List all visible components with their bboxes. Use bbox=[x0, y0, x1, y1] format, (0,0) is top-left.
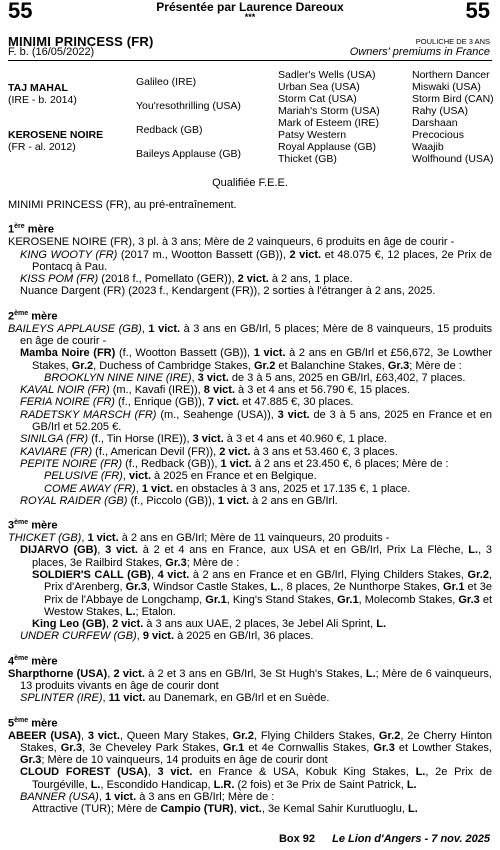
stars: *** bbox=[244, 12, 256, 22]
produce-entry: Mamba Noire (FR) (f., Wootton Bassett (GB)), 1 vict. à 2 ans en GB/Irl et £56,672, 3e Lowther Stakes, Gr.2, Duchess of Cambridge Stakes, Gr.2 et Balanchine Stakes, Gr.3; Mère de : bbox=[20, 347, 493, 372]
produce-entry: Attractive (TUR); Mère de Campio (TUR), vict., 3e Kemal Sahir Kurutluoglu, L. bbox=[32, 803, 418, 816]
produce-entry: PEPITE NOIRE (FR) (f., Redback (GB)), 1 vict. à 2 ans et 23.450 €, 6 places; Mère de : bbox=[20, 457, 449, 470]
divider bbox=[8, 60, 492, 61]
gen4-4: Rahy (USA) bbox=[412, 105, 469, 117]
produce-entry: SPLINTER (IRE), 11 vict. au Danemark, en GB/Irl et en Suède. bbox=[20, 692, 330, 705]
intro: MINIMI PRINCESS (FR), au pré-entraînement. bbox=[8, 199, 237, 211]
produce-entry: UNDER CURFEW (GB), 9 vict. à 2025 en GB/Irl, 36 places. bbox=[20, 630, 314, 643]
gen4-5: Darshaan bbox=[412, 117, 458, 129]
gen3-8: Thicket (GB) bbox=[278, 153, 337, 165]
produce-entry: ROYAL RAIDER (GB) (f., Piccolo (GB)), 1 vict. à 2 ans en GB/Irl. bbox=[20, 494, 338, 507]
produce-entry: KAVIARE (FR) (f., American Devil (FR)), 2 vict. à 3 ans et 53.460 €, 3 places. bbox=[20, 445, 398, 458]
presented-by: Présentée par Laurence Dareoux bbox=[156, 0, 344, 14]
dam-3-entry: THICKET (GB), 1 vict. à 2 ans en GB/Irl; Mère de 11 vainqueurs, 20 produits - bbox=[8, 532, 390, 545]
grandsire-maternal: Redback (GB) bbox=[136, 124, 203, 136]
produce-entry: BANNER (USA), 1 vict. à 3 ans en GB/Irl; Mère de : bbox=[20, 791, 275, 804]
gen4-6: Precocious bbox=[412, 129, 464, 141]
gen3-3: Storm Cat (USA) bbox=[278, 93, 357, 105]
gen3-7: Royal Applause (GB) bbox=[278, 141, 377, 153]
section-heading-4: 4ème mère bbox=[8, 654, 58, 668]
produce-entry: RADETSKY MARSCH (FR) (m., Seahenge (USA)), 3 vict. de 3 à 5 ans, 2025 en France et en GB/Irl et 52.205 €. bbox=[20, 408, 492, 434]
gen3-1: Sadler's Wells (USA) bbox=[278, 69, 376, 81]
produce-entry: SOLDIER'S CALL (GB), 4 vict. à 2 ans en France et en GB/Irl, Flying Childers Stakes, Gr.2, Prix d'Arenberg, Gr.3, Windsor Castle Stakes, L., 8 places, 2e Nunthorpe Stakes, Gr.1 et 3e Prix de l'Abbaye de Longchamp, Gr.1, King's Stand Stakes, Gr.1, Molecomb Stakes, Gr.3 et Westow Stakes, L.; Etalon. bbox=[32, 568, 493, 618]
produce-entry: CLOUD FOREST (USA), 3 vict. en France & USA, Kobuk King Stakes, L., 2e Prix de Tourgéville, L., Escondido Handicap, L.R. (2 fois) et 3e Prix de Saint Patrick, L. bbox=[20, 766, 493, 791]
dam-5-entry: ABEER (USA), 3 vict., Queen Mary Stakes, Gr.2, Flying Childers Stakes, Gr.2, 2e Cherry Hinton Stakes, Gr.3, 3e Cheveley Park Stakes, Gr.1 et 4e Cornwallis Stakes, Gr.3 et Lowther Stakes, Gr.3; Mère de 10 vainqueurs, 14 produits en âge de courir dont bbox=[8, 729, 493, 767]
owners-premiums: Owners' premiums in France bbox=[349, 46, 490, 58]
section-heading-3: 3ème mère bbox=[8, 519, 58, 532]
gen4-2: Miswaki (USA) bbox=[412, 81, 481, 93]
produce-entry: KING WOOTY (FR) (2017 m., Wootton Bassett (GB)), 2 vict. et 48.075 €, 12 places, 2e Prix de Pontacq à Pau. bbox=[20, 248, 493, 273]
horse-sex-age: POULICHE DE 3 ANS bbox=[415, 37, 490, 46]
dam-info: (FR - al. 2012) bbox=[8, 141, 76, 153]
produce-entry: Nuance Dargent (FR) (2023 f., Kendargent (FR)), 2 sorties à l'étranger à 2 ans, 2025. bbox=[20, 285, 436, 298]
gen4-3: Storm Bird (CAN) bbox=[412, 93, 494, 105]
box-number: Box 92 bbox=[278, 833, 316, 845]
gen4-7: Waajib bbox=[412, 141, 444, 153]
gen3-6: Patsy Western bbox=[278, 129, 347, 141]
produce-entry: KAVAL NOIR (FR) (m., Kavafi (IRE)), 8 vict. à 3 et 4 ans et 56.790 €, 15 places. bbox=[20, 384, 410, 397]
section-heading-5: 5ème mère bbox=[8, 716, 58, 730]
horse-name: MINIMI PRINCESS (FR) bbox=[8, 34, 154, 49]
gen4-1: Northern Dancer bbox=[412, 69, 490, 81]
qualification: Qualifiée F.E.E. bbox=[212, 177, 288, 189]
dam-2-entry: BAILEYS APPLAUSE (GB), 1 vict. à 3 ans en GB/Irl, 5 places; Mère de 8 vainqueurs, 15 produits en âge de courir - bbox=[8, 322, 492, 347]
sire-info: (IRE - b. 2014) bbox=[8, 94, 77, 106]
granddam-maternal: Baileys Applause (GB) bbox=[136, 148, 242, 160]
header bbox=[0, 0, 500, 30]
catalogue-body bbox=[8, 199, 492, 816]
gen3-4: Mariah's Storm (USA) bbox=[278, 105, 380, 117]
gen3-2: Urban Sea (USA) bbox=[278, 81, 360, 93]
produce-entry: DIJARVO (GB), 3 vict. à 2 et 4 ans en France, aux USA et en GB/Irl, Prix La Flèche, L., 3 places, 3e Railbird Stakes, Gr.3; Mère de : bbox=[20, 544, 492, 569]
produce-entry: BROOKLYN NINE NINE (IRE), 3 vict. de 3 à 5 ans, 2025 en GB/Irl, £63,402, 7 places. bbox=[44, 371, 466, 384]
footer bbox=[279, 833, 490, 845]
grandsire-paternal: Galileo (IRE) bbox=[136, 76, 197, 88]
granddam-paternal: You'resothrilling (USA) bbox=[136, 100, 241, 112]
produce-entry: KISS POM (FR) (2018 f., Pomellato (GER)), 2 vict. à 2 ans, 1 place. bbox=[20, 273, 353, 286]
dam-name: KEROSENE NOIRE bbox=[8, 129, 104, 141]
produce-entry: COME AWAY (FR), 1 vict. en obstacles à 3 ans, 2025 et 17.135 €, 1 place. bbox=[44, 482, 411, 495]
event-info: Le Lion d'Angers - 7 nov. 2025 bbox=[332, 833, 490, 845]
gen4-8: Wolfhound (USA) bbox=[412, 153, 494, 165]
lot-number-left: 55 bbox=[8, 0, 33, 23]
horse-info: F. b. (16/05/2022) bbox=[8, 46, 95, 58]
sire-name: TAJ MAHAL bbox=[8, 82, 68, 94]
section-heading-1: 1ère mère bbox=[8, 223, 54, 236]
produce-entry: FERIA NOIRE (FR) (f., Enrique (GB)), 7 vict. et 47.885 €, 30 places. bbox=[20, 396, 354, 409]
dam-1-entry: KEROSENE NOIRE (FR), 3 pl. à 3 ans; Mère de 2 vainqueurs, 6 produits en âge de courir - bbox=[8, 236, 455, 249]
produce-entry: SINILGA (FR) (f., Tin Horse (IRE)), 3 vict. à 3 et 4 ans et 40.960 €, 1 place. bbox=[20, 433, 388, 446]
lot-number-right: 55 bbox=[465, 0, 490, 23]
gen3-5: Mark of Esteem (IRE) bbox=[278, 117, 379, 129]
dam-4-entry: Sharpthorne (USA), 2 vict. à 2 et 3 ans en GB/Irl, 3e St Hugh's Stakes, L.; Mère de 6 vainqueurs, 13 produits vivants en âge de courir dont bbox=[8, 667, 492, 693]
section-heading-2: 2ème mère bbox=[8, 309, 58, 323]
produce-entry: PELUSIVE (FR), vict. à 2025 en France et en Belgique. bbox=[44, 470, 317, 483]
produce-entry: King Leo (GB), 2 vict. à 3 ans aux UAE, 2 places, 3e Jebel Ali Sprint, L. bbox=[32, 618, 386, 631]
